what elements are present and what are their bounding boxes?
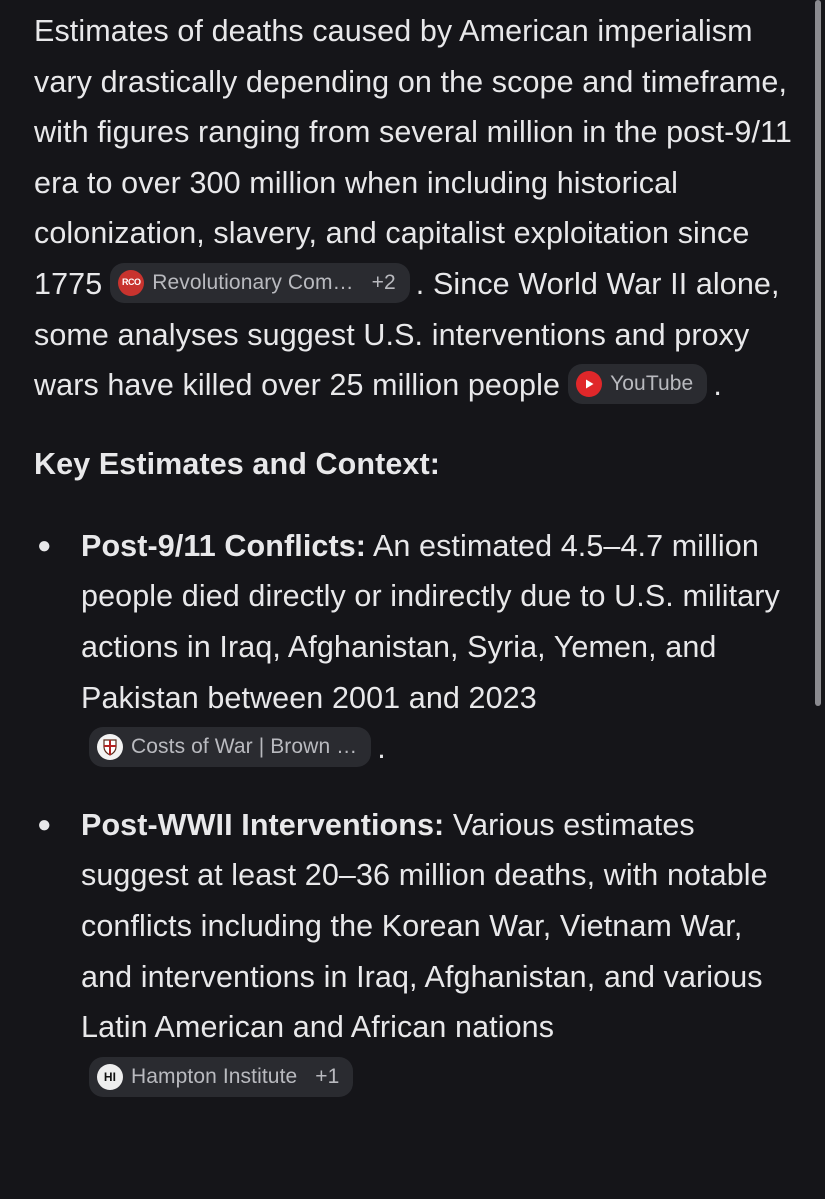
youtube-icon xyxy=(576,371,602,397)
list-item-text: Various estimates suggest at least 20–36 million deaths, with notable conflicts including the Korean War, Vietnam War, and interventions in Iraq, Afghanistan, and various Latin American and African nations xyxy=(81,807,768,1045)
section-heading: Key Estimates and Context: xyxy=(34,446,440,481)
source-chip-label: Revolutionary Com… xyxy=(152,270,354,294)
brown-university-crest-icon xyxy=(97,734,123,760)
list-item-lead: Post-9/11 Conflicts: xyxy=(81,528,367,563)
source-chip-label: Hampton Institute xyxy=(131,1064,298,1088)
intro-text-3: . xyxy=(713,368,722,403)
source-chip-more-count: +2 xyxy=(371,270,396,294)
intro-text-1: Estimates of deaths caused by American imperialism vary drastically depending on the scope and timeframe, with figures ranging from several million in the post-9/11 era to over 300 million when including historical colonization, slavery, and capitalist exploitation since 1775 xyxy=(34,14,792,301)
scrollbar[interactable] xyxy=(815,0,821,706)
bullet-icon: ● xyxy=(37,810,52,838)
source-chip-youtube[interactable] xyxy=(568,364,707,404)
source-chip-hampton-institute[interactable] xyxy=(89,1057,353,1097)
list-item xyxy=(34,521,794,774)
estimates-list xyxy=(34,521,794,1104)
source-chip-label: Costs of War | Brown … xyxy=(131,735,358,759)
source-chip-costs-of-war[interactable] xyxy=(89,727,371,767)
intro-paragraph xyxy=(34,6,794,411)
rco-logo-icon: RCO xyxy=(118,270,144,296)
list-item-tail: . xyxy=(377,731,386,766)
source-chip-label: YouTube xyxy=(610,372,694,396)
source-chip-more-count: +1 xyxy=(315,1064,340,1088)
list-item-text: An estimated 4.5–4.7 million people died directly or indirectly due to U.S. military actions in Iraq, Afghanistan, Syria, Yemen, and Pakistan between 2001 and 2023 xyxy=(81,528,780,715)
intro-text-2: . Since World War II alone, some analyses suggest U.S. interventions and proxy wars have killed over 25 million people xyxy=(34,266,780,403)
ai-answer-content xyxy=(34,6,794,1129)
list-item xyxy=(34,800,794,1104)
bullet-icon: ● xyxy=(37,531,52,559)
source-chip-revolutionary-com[interactable] xyxy=(110,263,410,303)
hampton-institute-icon: HI xyxy=(97,1064,123,1090)
list-item-lead: Post-WWII Interventions: xyxy=(81,807,445,842)
